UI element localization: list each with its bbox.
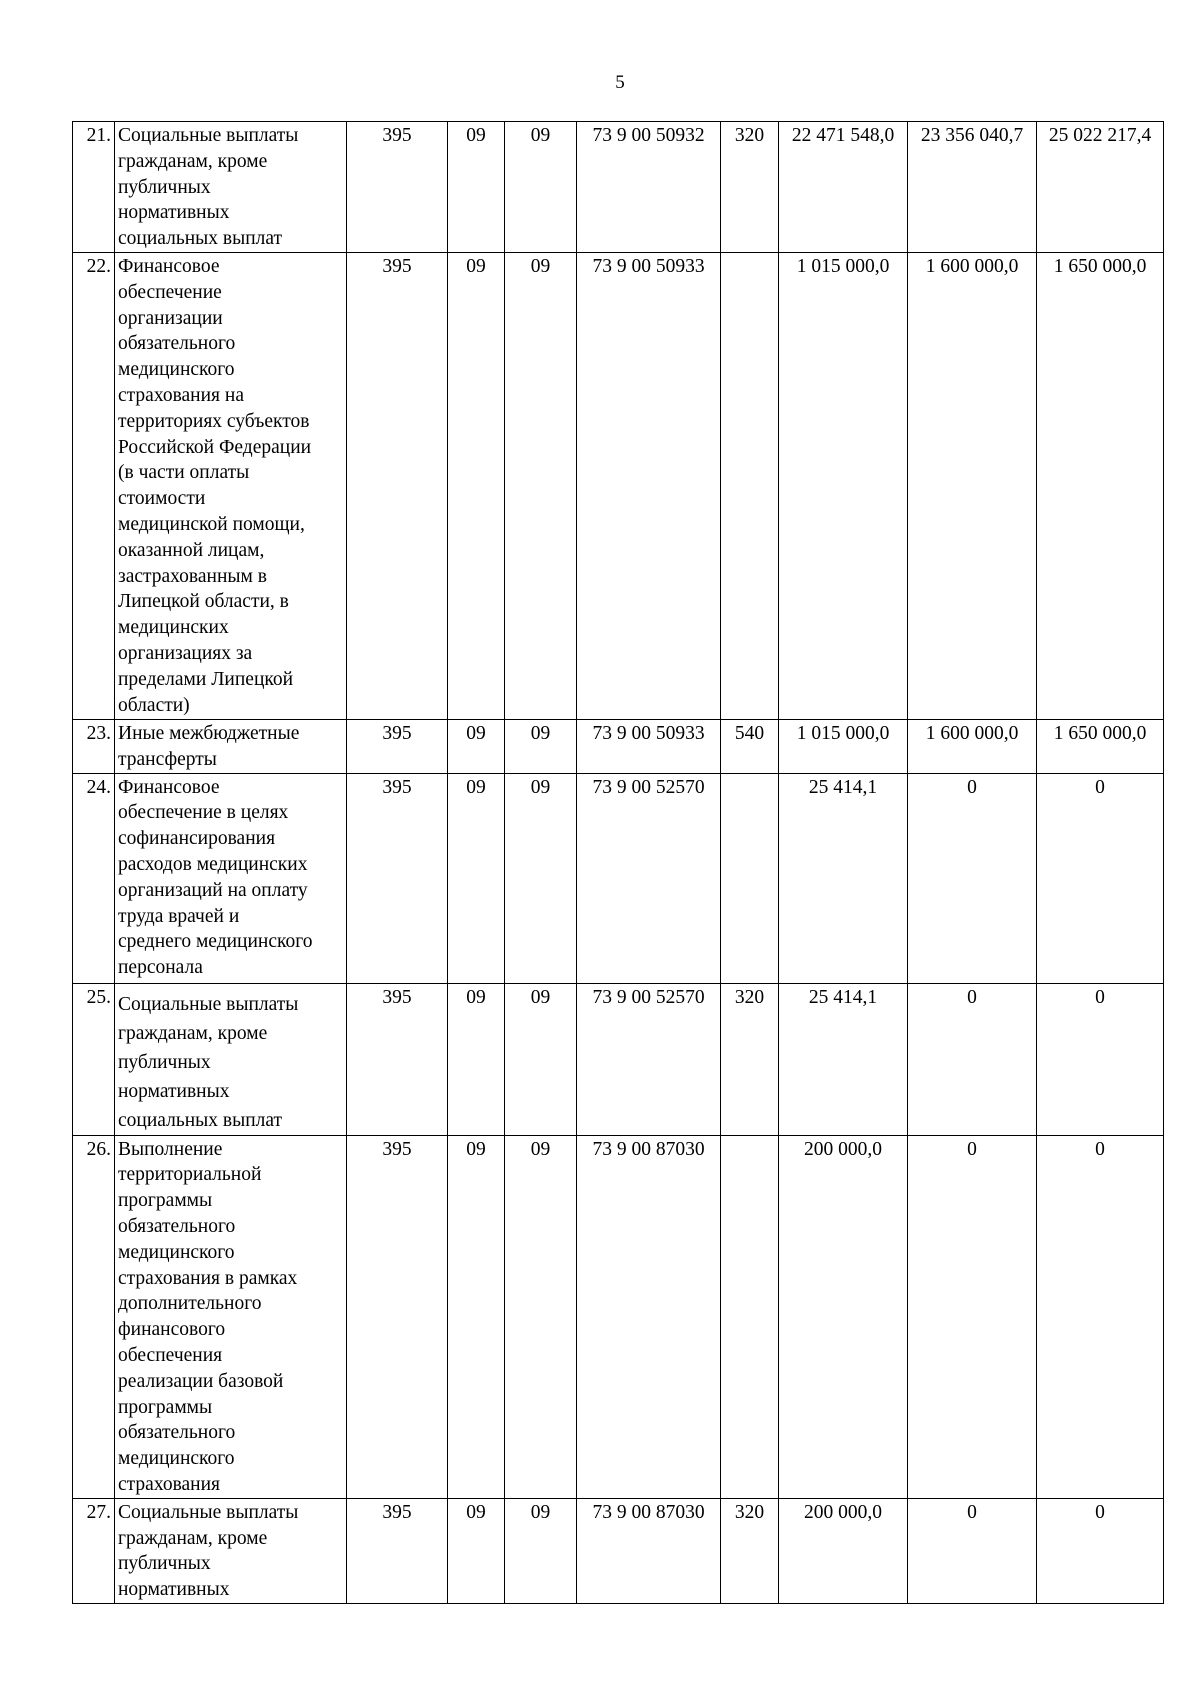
- amount-year-3: 0: [1037, 1135, 1164, 1498]
- amount-year-1: 25 414,1: [779, 983, 908, 1135]
- row-number: 23.: [73, 720, 115, 774]
- expense-name: Выполнение территориальной программы обязательного медицинского страхования в рамках дополнительного финансового обеспечения реализации базовой программы обязательного медицинского страхования: [115, 1135, 347, 1498]
- amount-year-2: 0: [908, 1135, 1037, 1498]
- row-number: 26.: [73, 1135, 115, 1498]
- table-row: [73, 773, 1164, 983]
- expense-name: Социальные выплаты гражданам, кроме публичных нормативных социальных выплат: [115, 983, 347, 1135]
- amount-year-1: 25 414,1: [779, 773, 908, 983]
- amount-year-3: 1 650 000,0: [1037, 253, 1164, 720]
- amount-year-1: 22 471 548,0: [779, 122, 908, 253]
- section-code: 09: [448, 720, 505, 774]
- amount-year-3: 25 022 217,4: [1037, 122, 1164, 253]
- amount-year-2: 0: [908, 983, 1037, 1135]
- expense-type-code: [721, 1135, 779, 1498]
- amount-year-3: 0: [1037, 983, 1164, 1135]
- target-article-code: 73 9 00 50933: [577, 720, 721, 774]
- amount-year-2: 1 600 000,0: [908, 253, 1037, 720]
- target-article-code: 73 9 00 52570: [577, 983, 721, 1135]
- expense-type-code: [721, 773, 779, 983]
- row-number: 25.: [73, 983, 115, 1135]
- amount-year-2: 0: [908, 1498, 1037, 1603]
- expense-name: Финансовое обеспечение в целях софинансирования расходов медицинских организаций на оплату труда врачей и среднего медицинского персонала: [115, 773, 347, 983]
- amount-year-3: 0: [1037, 773, 1164, 983]
- table-row: [73, 253, 1164, 720]
- amount-year-2: 0: [908, 773, 1037, 983]
- row-number: 27.: [73, 1498, 115, 1603]
- row-number: 24.: [73, 773, 115, 983]
- expense-name: Иные межбюджетные трансферты: [115, 720, 347, 774]
- expense-type-code: 540: [721, 720, 779, 774]
- expense-name: Финансовое обеспечение организации обязательного медицинского страхования на территориях субъектов Российской Федерации (в части оплаты стоимости медицинской помощи, оказанной лицам, застрахованным в Липецкой области, в медицинских организациях за пределами Липецкой области): [115, 253, 347, 720]
- section-code: 09: [448, 773, 505, 983]
- grbs-code: 395: [347, 253, 448, 720]
- grbs-code: 395: [347, 983, 448, 1135]
- amount-year-2: 1 600 000,0: [908, 720, 1037, 774]
- target-article-code: 73 9 00 87030: [577, 1135, 721, 1498]
- subsection-code: 09: [505, 1498, 577, 1603]
- budget-table: [72, 121, 1164, 1604]
- amount-year-1: 1 015 000,0: [779, 253, 908, 720]
- subsection-code: 09: [505, 773, 577, 983]
- expense-type-code: 320: [721, 983, 779, 1135]
- amount-year-2: 23 356 040,7: [908, 122, 1037, 253]
- section-code: 09: [448, 1135, 505, 1498]
- target-article-code: 73 9 00 87030: [577, 1498, 721, 1603]
- amount-year-1: 1 015 000,0: [779, 720, 908, 774]
- section-code: 09: [448, 1498, 505, 1603]
- amount-year-1: 200 000,0: [779, 1135, 908, 1498]
- section-code: 09: [448, 983, 505, 1135]
- amount-year-1: 200 000,0: [779, 1498, 908, 1603]
- row-number: 21.: [73, 122, 115, 253]
- table-row: [73, 1135, 1164, 1498]
- grbs-code: 395: [347, 1498, 448, 1603]
- grbs-code: 395: [347, 122, 448, 253]
- page-number: 5: [615, 72, 625, 93]
- target-article-code: 73 9 00 50933: [577, 253, 721, 720]
- amount-year-3: 0: [1037, 1498, 1164, 1603]
- table-row: [73, 720, 1164, 774]
- target-article-code: 73 9 00 52570: [577, 773, 721, 983]
- subsection-code: 09: [505, 1135, 577, 1498]
- grbs-code: 395: [347, 1135, 448, 1498]
- row-number: 22.: [73, 253, 115, 720]
- section-code: 09: [448, 253, 505, 720]
- subsection-code: 09: [505, 122, 577, 253]
- expense-type-code: 320: [721, 122, 779, 253]
- expense-type-code: 320: [721, 1498, 779, 1603]
- target-article-code: 73 9 00 50932: [577, 122, 721, 253]
- grbs-code: 395: [347, 720, 448, 774]
- table-row: [73, 983, 1164, 1135]
- section-code: 09: [448, 122, 505, 253]
- grbs-code: 395: [347, 773, 448, 983]
- expense-name: Социальные выплаты гражданам, кроме публичных нормативных социальных выплат: [115, 122, 347, 253]
- expense-type-code: [721, 253, 779, 720]
- subsection-code: 09: [505, 253, 577, 720]
- subsection-code: 09: [505, 720, 577, 774]
- table-row: [73, 1498, 1164, 1603]
- amount-year-3: 1 650 000,0: [1037, 720, 1164, 774]
- table-body: [73, 122, 1164, 1604]
- subsection-code: 09: [505, 983, 577, 1135]
- table-row: [73, 122, 1164, 253]
- expense-name: Социальные выплаты гражданам, кроме публичных нормативных: [115, 1498, 347, 1603]
